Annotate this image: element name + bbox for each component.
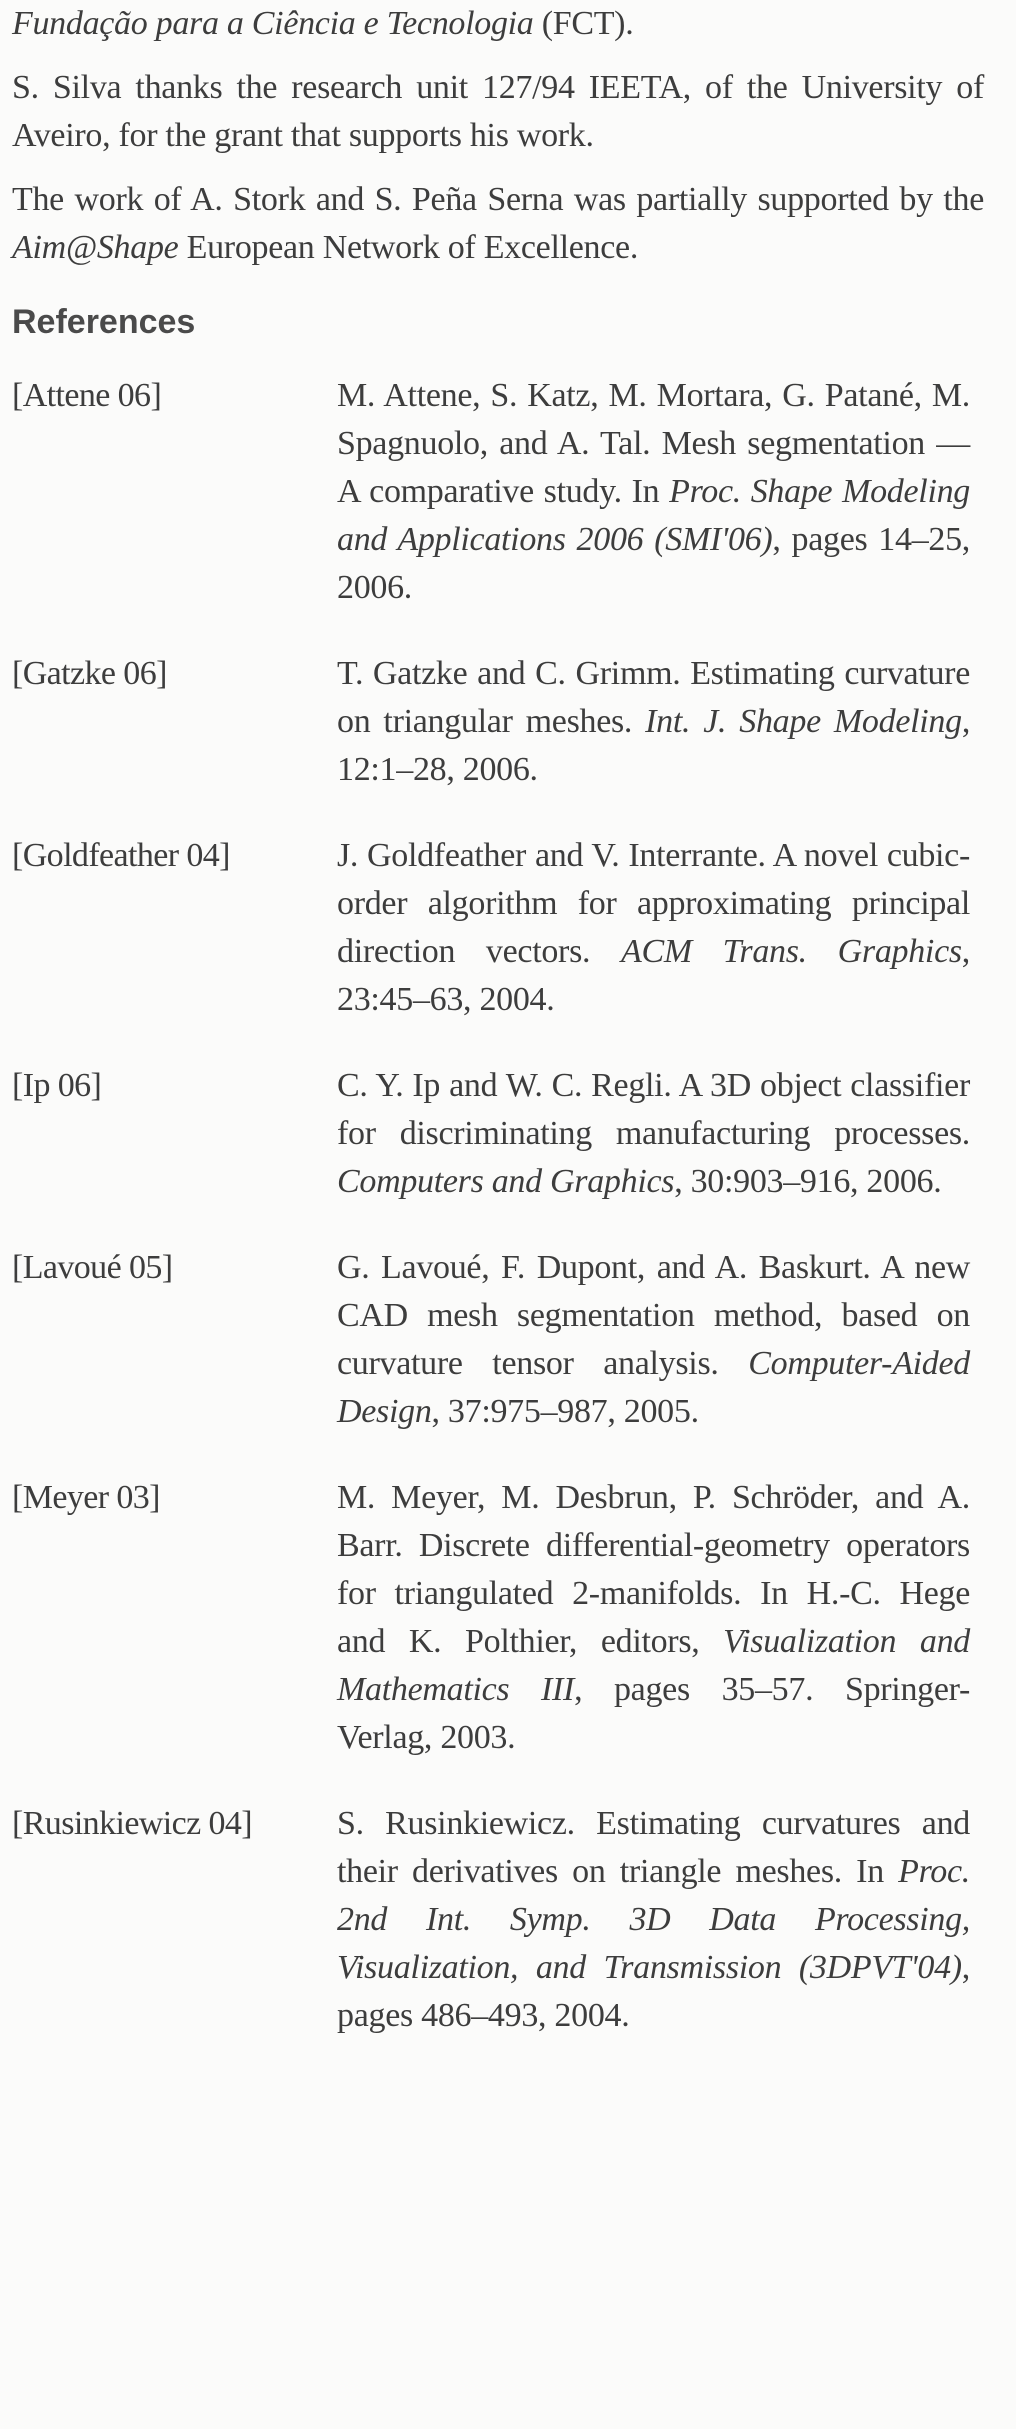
- acknowledgment-fct: Fundação para a Ciência e Tecnologia (FCT).: [12, 5, 634, 42]
- reference-key: [Lavoué 05]: [12, 1249, 173, 1286]
- acknowledgment-stork: The work of A. Stork and S. Peña Serna was partially supported by the Aim@Shape European Network of Excellence.: [12, 181, 984, 266]
- reference-text: S. Rusinkiewicz. Estimating curvatures and their derivatives on triangle meshes. In Proc. 2nd Int. Symp. 3D Data Processing, Visualization, and Transmission (3DPVT'04), pages 486–493, 2004.: [337, 1805, 970, 2034]
- reference-key: [Rusinkiewicz 04]: [12, 1805, 253, 1842]
- reference-text: G. Lavoué, F. Dupont, and A. Baskurt. A new CAD mesh segmentation method, based on curvature tensor analysis. Computer-Aided Design, 37:975–987, 2005.: [337, 1249, 970, 1430]
- reference-text: J. Goldfeather and V. Interrante. A novel cubic-order algorithm for approximating principal direction vectors. ACM Trans. Graphics, 23:45–63, 2004.: [337, 837, 970, 1018]
- reference-text: M. Meyer, M. Desbrun, P. Schröder, and A. Barr. Discrete differential-geometry operators for triangulated 2-manifolds. In H.-C. Hege and K. Polthier, editors, Visualization and Mathematics III, pages 35–57. Springer-Verlag, 2003.: [337, 1479, 971, 1756]
- reference-text: T. Gatzke and C. Grimm. Estimating curvature on triangular meshes. Int. J. Shape Modeling, 12:1–28, 2006.: [337, 655, 971, 788]
- references-heading: References: [12, 303, 196, 341]
- reference-key: [Ip 06]: [12, 1067, 102, 1104]
- fct-name: Fundação para a Ciência e Tecnologia: [12, 5, 534, 42]
- reference-text: C. Y. Ip and W. C. Regli. A 3D object classifier for discriminating manufacturing processes. Computers and Graphics, 30:903–916, 2006.: [337, 1067, 970, 1200]
- reference-key: [Goldfeather 04]: [12, 837, 230, 874]
- acknowledgment-silva: S. Silva thanks the research unit 127/94 IEETA, of the University of Aveiro, for the grant that supports his work.: [12, 69, 984, 154]
- reference-list: [12, 372, 984, 2040]
- reference-item: [12, 1474, 984, 1762]
- reference-key: [Gatzke 06]: [12, 655, 167, 692]
- reference-item: [12, 1244, 984, 1436]
- reference-key: [Attene 06]: [12, 377, 162, 414]
- reference-item: [12, 1062, 984, 1206]
- reference-key: [Meyer 03]: [12, 1479, 160, 1516]
- reference-item: [12, 650, 984, 794]
- reference-item: [12, 372, 984, 612]
- reference-text: M. Attene, S. Katz, M. Mortara, G. Patané, M. Spagnuolo, and A. Tal. Mesh segmentation — A comparative study. In Proc. Shape Modeling and Applications 2006 (SMI'06), pages 14–25, 2006.: [337, 377, 971, 606]
- reference-item: [12, 1800, 984, 2040]
- reference-item: [12, 832, 984, 1024]
- page-content: [12, 0, 984, 2078]
- aim-at-shape: Aim@Shape: [12, 229, 179, 266]
